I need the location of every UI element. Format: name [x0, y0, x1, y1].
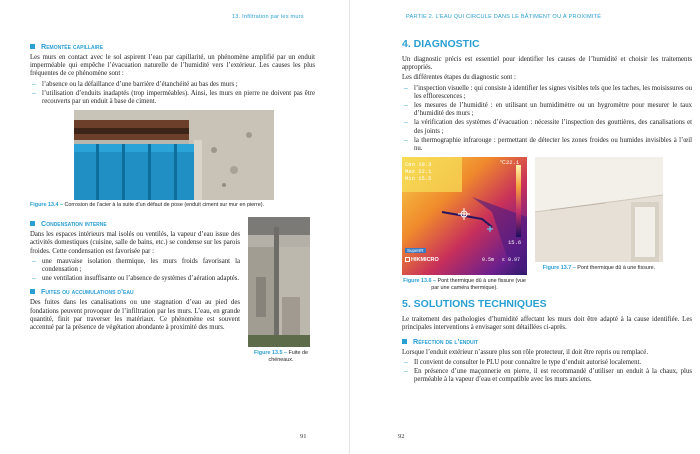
thermal-distance: 0.5m — [482, 257, 495, 264]
bullet-list-condensation — [30, 258, 240, 284]
corroded-wall-image — [74, 110, 274, 200]
thermal-unit: °C — [500, 160, 506, 167]
list-item: – une mauvaise isolation thermique, les murs froids favorisant la condensation ; — [30, 258, 240, 274]
heading-solutions-techniques: 5. SOLUTIONS TECHNIQUES — [402, 298, 547, 311]
list-item: – les mesures de l’humidité : en utilisant un humidimètre ou un hygromètre pour mesurer le taux d’humidité des murs ; — [402, 102, 692, 118]
bullet-list-diagnostic — [402, 85, 692, 154]
thermal-readout-cen: Cen 19.3 — [405, 161, 432, 169]
paragraph-condensation: Dans les espaces intérieurs mal isolés ou ventilés, la vapeur d’eau issue des activités domestiques (cuisine, salle de bains, etc.) se condense sur les parois froides. Cette condensation est favorisée par : — [30, 231, 240, 255]
list-item: – l’utilisation d’enduits inadaptés (trop imperméables). Ainsi, les murs en pierre ne doivent pas être recouverts par un enduit à base de ciment. — [30, 90, 315, 106]
thermal-scale-bottom: 15.6 — [508, 239, 522, 247]
heading-fuites: Fuites ou accumulations d’eau — [30, 287, 240, 296]
figure-13-7-photo — [535, 157, 663, 262]
figure-13-6-thermal-image — [402, 157, 527, 275]
heading-refection-enduit: Réfection de l’enduit — [402, 337, 692, 346]
right-column — [402, 38, 692, 387]
thermal-scale-top: 22.1 — [506, 159, 520, 167]
heading-diagnostic: 4. DIAGNOSTIC — [402, 38, 480, 50]
left-column — [30, 38, 315, 364]
figure-13-7-caption: Figure 13.7 – Pont thermique dû à une fissure. — [542, 265, 656, 272]
bullet-list-refection — [402, 359, 692, 385]
paragraph-diagnostic-intro: Un diagnostic précis est essentiel pour identifier les causes de l’humidité et choisir les traitements appropriés. — [402, 56, 692, 72]
heading-square-icon — [30, 221, 35, 226]
list-item: – la thermographie infrarouge : permettant de détecter les zones froides ou humides invisibles à l’œil nu. — [402, 137, 692, 153]
running-head-right: PARTIE 2. L’EAU QUI CIRCULE DANS LE BÂTIMENT OU À PROXIMITÉ — [406, 14, 602, 20]
thermal-readout-min: Min 15.5 — [405, 175, 432, 183]
thermal-mode-badge: SuperIR — [407, 248, 424, 254]
list-item: – l’inspection visuelle : qui consiste à identifier les signes visibles tels que les taches, les moisissures ou les efflorescences ; — [402, 85, 692, 101]
thermal-readout-max: Max 22.1 — [405, 168, 432, 176]
list-item: – l’absence ou la défaillance d’une barrière d’étanchéité au bas des murs ; — [30, 81, 315, 89]
list-item: – En présence d’une maçonnerie en pierre, il est recommandé d’utiliser un enduit à la chaux, plus perméable à la vapeur d’eau et compatible avec les murs anciens. — [402, 368, 692, 384]
figure-13-4-photo — [74, 110, 274, 200]
heading-square-icon — [30, 289, 35, 294]
heading-remontee-capillaire: Remontée capillaire — [30, 42, 315, 51]
bullet-list-remontee — [30, 81, 315, 107]
logo-icon — [405, 257, 410, 262]
running-head-left: 13. Infiltration par les murs — [232, 14, 304, 20]
figure-13-6-caption: Figure 13.6 – Pont thermique dû à une fissure (vue par une caméra thermique). — [403, 278, 526, 292]
gutter-leak-image — [248, 217, 310, 347]
ceiling-crack-image — [535, 157, 663, 262]
figure-13-5-caption: Figure 13.5 – Fuite de chéneaux. — [254, 350, 308, 364]
paragraph-refection: Lorsque l’enduit extérieur n’assure plus son rôle protecteur, il doit être repris ou remplacé. — [402, 348, 649, 356]
figure-13-5-photo — [248, 217, 310, 347]
paragraph-fuites: Des fuites dans les canalisations ou une stagnation d’eau au pied des fondations peuvent provoquer de l’infiltration par les murs. L’eau, en grande quantité, finit par traverser les matériaux. Ce phénomène est souvent accentué par la présence de végétation abondante à proximité des murs. — [30, 299, 240, 332]
paragraph-diagnostic-steps: Les différentes étapes du diagnostic sont : — [402, 74, 516, 82]
heading-square-icon — [402, 339, 407, 344]
page-number-right: 92 — [398, 433, 405, 440]
right-page — [350, 0, 700, 454]
list-item: – la vérification des systèmes d’évacuation : nécessite l’inspection des gouttières, des canalisations et des joints ; — [402, 119, 692, 135]
paragraph-remontee: Les murs en contact avec le sol aspirent l’eau par capillarité, un phénomène amplifié par un enduit imperméable qui empêche l’évacuation naturelle de l’humidité vers l’extérieur. Les causes les plus fréquentes de ce phénomène sont : — [30, 54, 315, 78]
heading-condensation-interne: Condensation interne — [30, 219, 240, 228]
paragraph-solutions: Le traitement des pathologies d’humidité affectant les murs doit être adapté à la cause identifiée. Les principales interventions à envisager sont détaillées ci-après. — [402, 316, 692, 332]
list-item: – Il convient de consulter le PLU pour connaître le type d’enduit autorisé localement. — [402, 359, 692, 367]
thermal-emissivity: ε 0.97 — [502, 257, 521, 264]
list-item: – une ventilation insuffisante ou l’absence de systèmes d’aération adaptés. — [30, 275, 240, 283]
heading-square-icon — [30, 44, 35, 49]
page-number-left: 91 — [300, 433, 307, 440]
figures-row — [402, 157, 692, 292]
condensation-block — [30, 215, 315, 364]
figure-13-4-caption: Figure 13.4 – Corrosion de l’acier à la suite d’un défaut de pose (enduit ciment sur mur en pierre). — [30, 202, 265, 209]
thermal-brand-logo: HIKMICRO — [405, 257, 439, 263]
